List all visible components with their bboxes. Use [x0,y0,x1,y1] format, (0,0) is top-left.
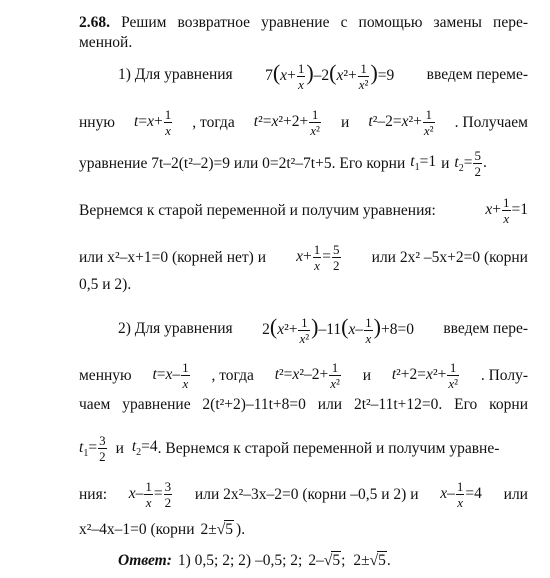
text-fragment: уравнение 7t–2(t²–2)=9 или 0=2t²–7t+5. Его корни [79,154,406,172]
t-squared-expr: t²=x²+2+ $\frac{1}{\text{x²}}$ [253,107,320,138]
answer-label: Ответ: [118,552,172,569]
part1-intro-text: введем переме- [426,66,528,84]
text-fragment: , тогда [192,113,235,131]
root-t2-b: $t_2=4$ [131,438,158,459]
root-t2: $t_2=$ $\frac{5}{2}$ . [454,148,487,179]
text-fragment: менную [79,366,132,384]
text-fragment: , тогда [211,366,254,384]
equation-1: 7(x+ $\frac{1}{x}$ )–2(x²+ $\frac{1}{\text{x²}}$ )=9 [265,60,395,92]
part2-line5 [79,480,528,509]
text-fragment: . Вернемся к старой переменной и получим уравне- [157,439,500,457]
part2-line4 [79,434,528,463]
part2-line1 [118,314,528,345]
part1-line4 [79,196,528,225]
answer-text: 1) 0,5; 2; 2) –0,5; 2; [177,552,303,569]
substitution-t: t=x+ $\frac{1}{x}$ [134,107,172,138]
part1-line1 [118,60,528,91]
text-fragment: или 2x²–3x–2=0 (корни –0,5 и 2) и [194,485,419,503]
roots-2-pm-sqrt5: 2±√5 [200,521,234,538]
answer-line [118,552,391,570]
problem-intro: Решим возвратное уравнение с помощью замены пере- [121,14,528,31]
text-fragment: и [362,366,372,384]
text-fragment: . Получаем [454,113,528,131]
text-fragment: и [341,113,350,131]
text-fragment: . Полу- [480,366,528,384]
text-fragment: ния: [79,485,108,503]
equation-x-minus-1-over-x-3-2: x– $\frac{1}{x}$ = $\frac{3}{2}$ [128,479,172,510]
text-fragment: x²–4x–1=0 (корни [79,521,195,538]
part2-label: 2) Для уравнения [118,320,233,338]
part2-line3: чаем уравнение 2(t²+2)–11t+8=0 или 2t²–11t+12=0. Его корни [79,396,528,413]
text-fragment: введем пере- [443,320,528,338]
part1-line2 [79,108,528,137]
part1-line3 [79,149,528,178]
text-fragment: Вернемся к старой переменной и получим уравнения: [79,201,436,219]
text-fragment: или x²–x+1=0 (корней нет) и [79,248,266,266]
part2-line6 [79,521,245,539]
equation-x-plus-1-over-x-5-2: x+ $\frac{1}{x}$ = $\frac{5}{2}$ [296,242,340,273]
text-fragment: или [503,485,528,503]
problem-intro-cont: менной. [79,34,133,51]
text-fragment: ). [236,521,246,538]
part1-label: 1) Для уравнения [118,66,233,84]
part2-line2 [79,361,528,390]
answer-root-minus: 2–√5; [308,552,346,569]
root-t1: $t_1=1$ [410,153,437,174]
answer-root-plus: 2±√5. [353,552,391,569]
equation-2: 2(x²+ $\frac{1}{\text{x²}}$ )–11(x– $\frac{1}{x}$ )+8=0 [262,314,414,346]
part1-roots: 0,5 и 2). [79,276,132,293]
root-t1-b: $t_1=$ $\frac{3}{2}$ [79,433,106,464]
equation-x-minus-1-over-x-4: x– $\frac{1}{x}$ =4 [440,479,482,510]
text-fragment: и [441,154,450,172]
problem-header [79,14,528,32]
text-fragment: нную [79,113,115,131]
text-fragment: или 2x² –5x+2=0 (корни [371,248,528,266]
substitution-t2: t=x– $\frac{1}{x}$ [152,360,189,391]
t-squared-minus-2: t²–2=x²+ $\frac{1}{\text{x²}}$ [368,107,434,138]
equation-x-plus-1-over-x: x+ $\frac{1}{x}$ =1 [485,195,528,226]
t-squared-expr2: t²=x²–2+ $\frac{1}{\text{x²}}$ [274,360,340,391]
t-squared-plus-2: t²+2=x²+ $\frac{1}{\text{x²}}$ [391,360,459,391]
part1-line5 [79,243,528,272]
text-fragment: и [115,439,124,457]
problem-number: 2.68. [79,14,110,31]
